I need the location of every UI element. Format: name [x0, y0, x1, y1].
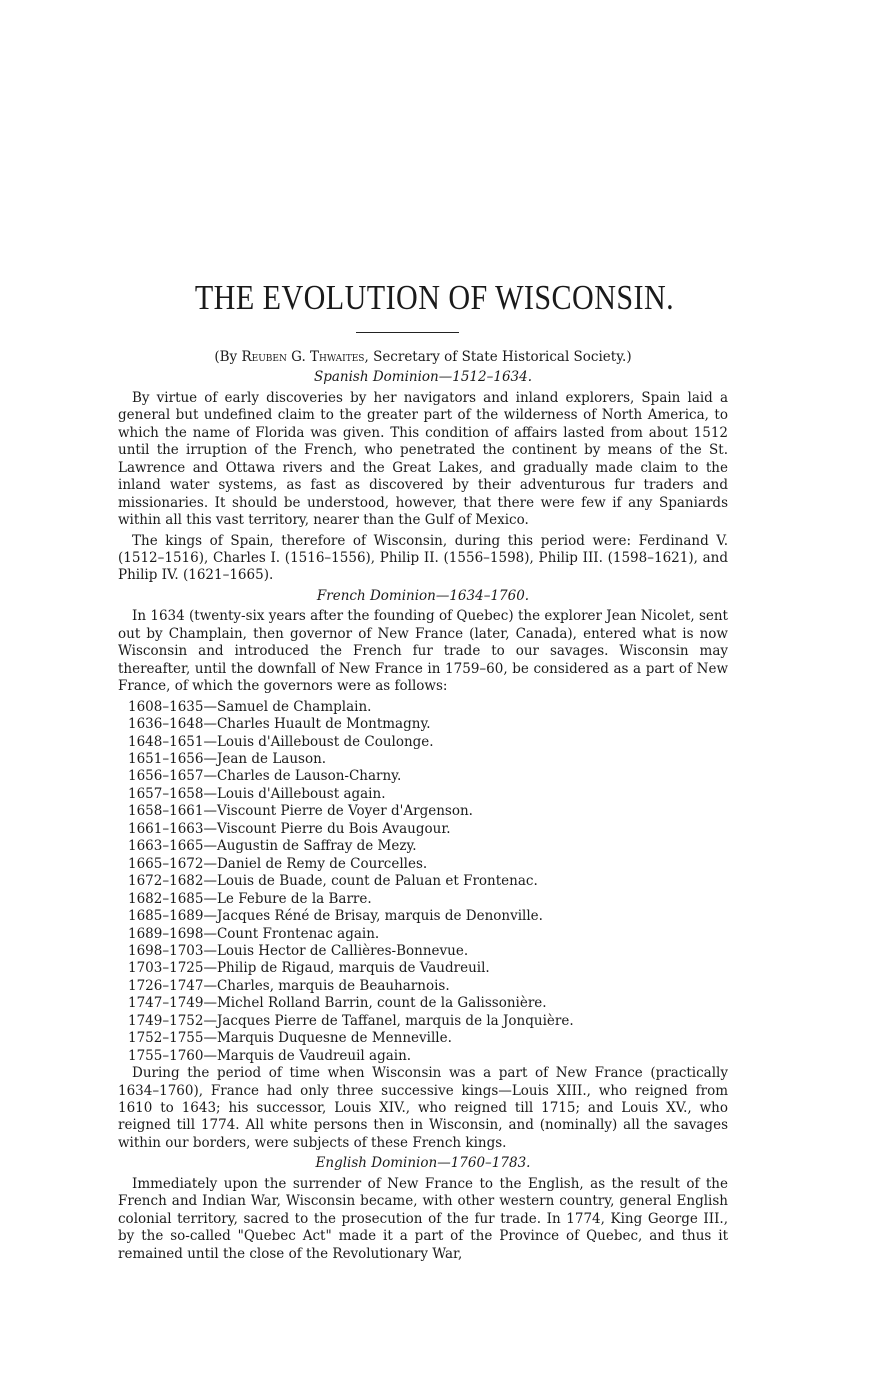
list-item: 1651–1656—Jean de Lauson. [128, 750, 327, 767]
article-body [118, 349, 728, 1266]
section-heading-english: English Dominion—1760–1783. [315, 1155, 531, 1172]
list-item: 1658–1661—Viscount Pierre de Voyer d'Argenson. [128, 803, 473, 820]
list-item: 1657–1658—Louis d'Ailleboust again. [128, 785, 386, 802]
list-item: 1648–1651—Louis d'Ailleboust de Coulonge. [128, 733, 434, 750]
byline-author: Reuben G. Thwaites [241, 349, 365, 365]
title-divider [356, 332, 459, 333]
page-title: THE EVOLUTION OF WISCONSIN. [194, 278, 675, 317]
list-item: 1749–1752—Jacques Pierre de Taffanel, marquis de la Jonquière. [128, 1012, 574, 1029]
paragraph-english-1: Immediately upon the surrender of New France to the English, as the result of the French and Indian War, Wisconsin became, with other western country, general English colonial territory, sacred to the prosecution of the fur trade. In 1774, King George III., by the so-called "Quebec Act" made it a part of the Province of Quebec, and thus it remained until the close of the Revolutionary War, [118, 1175, 728, 1262]
list-item: 1703–1725—Philip de Rigaud, marquis de Vaudreuil. [128, 960, 490, 977]
list-item: 1685–1689—Jacques Réné de Brisay, marquis de Denonville. [128, 908, 543, 925]
section-heading-french: French Dominion—1634–1760. [316, 587, 530, 604]
list-item: 1656–1657—Charles de Lauson-Charny. [128, 768, 402, 785]
governors-list [118, 699, 728, 1066]
list-item: 1665–1672—Daniel de Remy de Courcelles. [128, 855, 428, 872]
list-item: 1755–1760—Marquis de Vaudreuil again. [128, 1047, 412, 1064]
list-item: 1726–1747—Charles, marquis de Beauharnois. [128, 977, 450, 994]
paragraph-spanish-2: The kings of Spain, therefore of Wisconsin, during this period were: Ferdinand V. (1512–1516), Charles I. (1516–1556), Philip II. (1556–1598), Philip III. (1598–1621), and Philip IV. (1621–1665). [118, 532, 728, 584]
byline [118, 349, 728, 366]
list-item: 1672–1682—Louis de Buade, count de Paluan et Frontenac. [128, 873, 538, 890]
list-item: 1663–1665—Augustin de Saffray de Mezy. [128, 838, 417, 855]
list-item: 1636–1648—Charles Huault de Montmagny. [128, 716, 431, 733]
list-item: 1608–1635—Samuel de Champlain. [128, 698, 372, 715]
section-heading-spanish: Spanish Dominion—1512–1634. [313, 369, 533, 386]
byline-suffix: , Secretary of State Historical Society.) [364, 349, 632, 365]
paragraph-spanish-1: By virtue of early discoveries by her navigators and inland explorers, Spain laid a general but undefined claim to the greater part of the wilderness of North America, to which the name of Florida was given. This condition of affairs lasted from about 1512 until the irruption of the French, who penetrated the continent by means of the St. Lawrence and Ottawa rivers and the Great Lakes, and gradually made claim to the inland water systems, as fast as discovered by their adventurous fur traders and missionaries. It should be understood, however, that there were few if any Spaniards within all this vast territory, nearer than the Gulf of Mexico. [118, 389, 728, 529]
list-item: 1689–1698—Count Frontenac again. [128, 925, 380, 942]
byline-prefix: (By [214, 349, 242, 365]
list-item: 1682–1685—Le Febure de la Barre. [128, 890, 372, 907]
list-item: 1752–1755—Marquis Duquesne de Menneville. [128, 1030, 452, 1047]
paragraph-french-2: During the period of time when Wisconsin was a part of New France (practically 1634–1760), France had only three successive kings—Louis XIII., who reigned from 1610 to 1643; his successor, Louis XIV., who reigned till 1715; and Louis XV., who reigned till 1774. All white persons then in Wisconsin, and (nominally) all the savages within our borders, were subjects of these French kings. [118, 1065, 728, 1151]
paragraph-french-1: In 1634 (twenty-six years after the founding of Quebec) the explorer Jean Nicolet, sent out by Champlain, then governor of New France (later, Canada), entered what is now Wisconsin and introduced the French fur trade to our savages. Wisconsin may thereafter, until the downfall of New France in 1759–60, be considered as a part of New France, of which the governors were as follows: [118, 608, 728, 695]
list-item: 1698–1703—Louis Hector de Callières-Bonnevue. [128, 942, 469, 959]
list-item: 1747–1749—Michel Rolland Barrin, count de la Galissonière. [128, 995, 547, 1012]
list-item: 1661–1663—Viscount Pierre du Bois Avaugour. [128, 820, 451, 837]
